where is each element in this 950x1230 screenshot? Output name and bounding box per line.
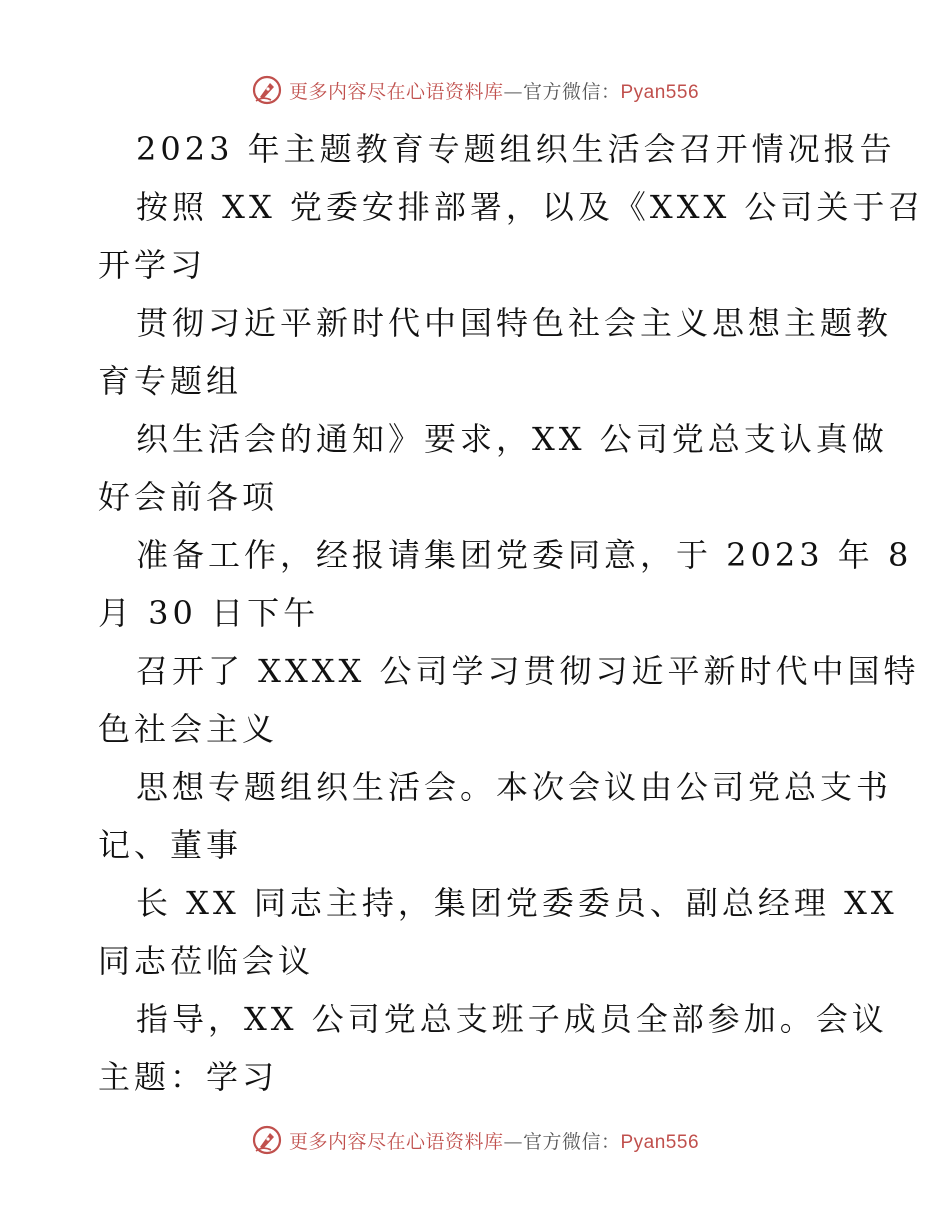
- paragraph-line: 育专题组: [98, 362, 243, 400]
- paragraph-line: 召开了 XXXX 公司学习贯彻习近平新时代中国特: [136, 652, 920, 690]
- watermark-group: [251, 1124, 699, 1156]
- paragraph-line: 长 XX 同志主持，集团党委委员、副总经理 XX: [136, 884, 898, 922]
- paragraph-line: 指导，XX 公司党总支班子成员全部参加。会议: [136, 1000, 888, 1038]
- document-body: [98, 120, 925, 1106]
- paragraph-line: 记、董事: [98, 826, 243, 864]
- paragraph-line: 同志莅临会议: [98, 942, 315, 980]
- footer-watermark: [0, 1120, 950, 1160]
- header-watermark: [0, 70, 950, 110]
- paragraph-line: 准备工作，经报请集团党委同意，于 2023 年 8: [136, 536, 913, 574]
- watermark-wechat-id: Pyan556: [620, 81, 700, 103]
- watermark-separator: —: [503, 1130, 523, 1153]
- watermark-separator: —: [503, 80, 523, 103]
- document-title: 2023 年主题教育专题组织生活会召开情况报告: [136, 130, 896, 168]
- paragraph-line: 按照 XX 党委安排部署，以及《XXX 公司关于召: [136, 188, 925, 226]
- pen-nib-logo-icon: [251, 1124, 283, 1156]
- watermark-brand: 更多内容尽在心语资料库: [288, 80, 504, 103]
- paragraph-line: 贯彻习近平新时代中国特色社会主义思想主题教: [136, 304, 893, 342]
- paragraph-line: 织生活会的通知》要求，XX 公司党总支认真做: [136, 420, 888, 458]
- watermark-text: [289, 1127, 699, 1154]
- watermark-text: [289, 77, 699, 104]
- paragraph-line: 主题：学习: [98, 1058, 279, 1096]
- paragraph-line: 开学习: [98, 246, 207, 284]
- paragraph-line: 色社会主义: [98, 710, 279, 748]
- watermark-brand: 更多内容尽在心语资料库: [288, 1130, 504, 1153]
- watermark-group: [251, 74, 699, 106]
- pen-nib-logo-icon: [251, 74, 283, 106]
- watermark-wechat-label: 官方微信：: [522, 80, 621, 103]
- watermark-wechat-label: 官方微信：: [522, 1130, 621, 1153]
- paragraph-line: 思想专题组织生活会。本次会议由公司党总支书: [136, 768, 893, 806]
- paragraph-line: 月 30 日下午: [98, 594, 320, 632]
- paragraph-line: 好会前各项: [98, 478, 279, 516]
- watermark-wechat-id: Pyan556: [620, 1131, 700, 1153]
